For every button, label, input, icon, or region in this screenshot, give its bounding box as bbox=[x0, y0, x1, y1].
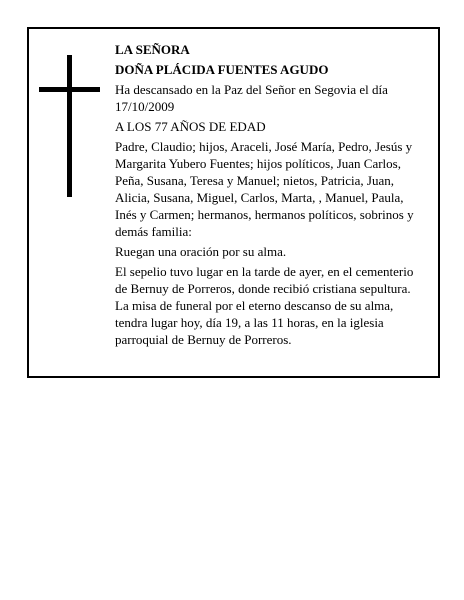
deceased-name: DOÑA PLÁCIDA FUENTES AGUDO bbox=[115, 62, 329, 77]
cross-horizontal-bar bbox=[39, 87, 100, 92]
prayer-request: Ruegan una oración por su alma. bbox=[115, 244, 287, 259]
age-line: A LOS 77 AÑOS DE EDAD bbox=[115, 119, 266, 134]
death-statement: Ha descansado en la Paz del Señor en Segovia el día 17/10/2009 bbox=[115, 82, 388, 114]
cross-vertical-bar bbox=[67, 55, 72, 197]
funeral-info: El sepelio tuvo lugar en la tarde de ayer, en el cementerio de Bernuy de Porreros, donde recibió cristiana sepultura. La misa de funeral por el eterno descanso de su alma, tendra lugar hoy, día 19, a las 11 horas, en la iglesia parroquial de Bernuy de Porreros. bbox=[115, 264, 414, 347]
cross-icon bbox=[39, 55, 100, 197]
obituary-notice bbox=[27, 27, 440, 378]
honorific: LA SEÑORA bbox=[115, 42, 190, 57]
notice-text-block bbox=[115, 41, 425, 351]
family-list: Padre, Claudio; hijos, Araceli, José María, Pedro, Jesús y Margarita Yubero Fuentes; hijos políticos, Juan Carlos, Peña, Susana, Teresa y Manuel; nietos, Patricia, Juan, Alicia, Susana, Miguel, Carlos, Marta, , Manuel, Paula, Inés y Carmen; hermanos, hermanos políticos, sobrinos y demás familia: bbox=[115, 139, 414, 239]
